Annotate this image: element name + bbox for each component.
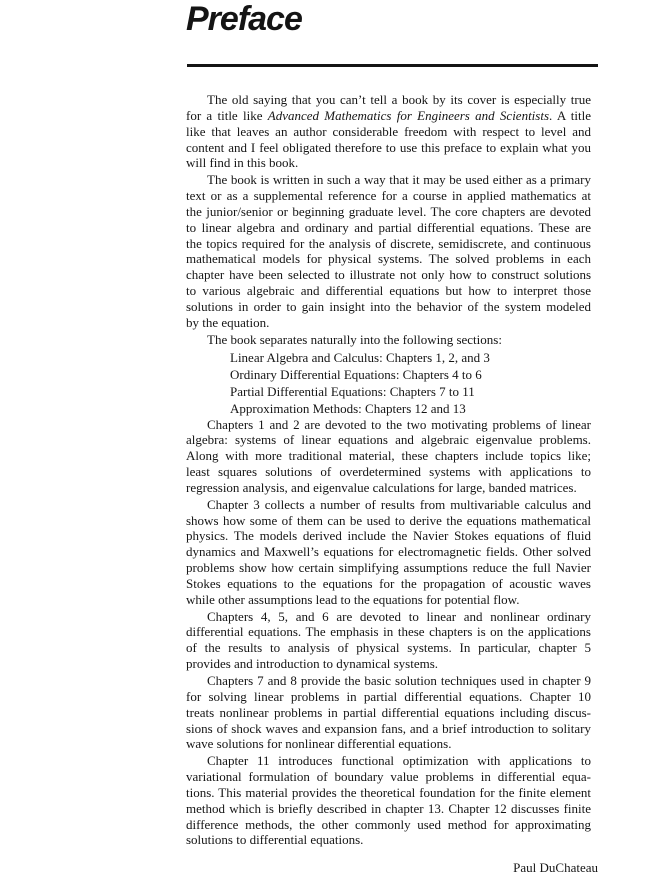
text-line: the junior/senior or beginning graduate level. The core chapters are devoted [186, 203, 591, 219]
text-line: text or as a supplemental reference for a course in applied mathematics at [186, 188, 591, 204]
paragraph [186, 673, 591, 752]
text-line: of the results to analysis of physical systems. In particular, chapter 5 [186, 640, 591, 656]
text-line: Chapters 1 and 2 are devoted to the two motivating problems of linear [207, 416, 591, 432]
page-title: Preface [186, 0, 302, 38]
text-line: treats nonlinear problems in partial differential equations including discus- [186, 704, 591, 720]
text-line: The old saying that you can’t tell a book by its cover is especially true [207, 92, 591, 107]
text-line: by the equation. [186, 314, 270, 330]
text-line: to various algebraic and differential equations but how to interpret those [186, 283, 591, 299]
text-line: solutions to differential equations. [186, 832, 364, 848]
text-line: wave solutions for nonlinear differential equations. [186, 736, 452, 752]
text-segment: for a title like [186, 107, 268, 123]
text-line: Chapter 3 collects a number of results from multivariable calculus and [207, 496, 591, 512]
text-line [186, 108, 591, 124]
text-line: for solving linear problems in partial differential equations. Chapter 10 [186, 688, 591, 704]
title-rule [187, 64, 598, 67]
text-line: shows how some of them can be used to derive the equations mathematical [186, 512, 591, 528]
paragraph [186, 92, 591, 171]
text-line: problems show how certain simplifying assumptions reduce the full Navier [186, 560, 591, 576]
paragraph [186, 497, 591, 608]
text-line: variational formulation of boundary value problems in differential equa- [186, 769, 591, 785]
text-line: dynamics and Maxwell’s equations for electromagnetic fields. Other solved [186, 544, 591, 560]
text-line: least squares solutions of overdetermined systems with applications to [186, 464, 591, 480]
paragraph [186, 172, 591, 330]
text-line: Chapter 11 introduces functional optimization with applications to [207, 753, 591, 769]
text-line: solutions in order to gain insight into the behavior of the system modeled [186, 298, 591, 314]
text-line: to linear algebra and ordinary and partial differential equations. These are [186, 219, 591, 235]
text-line: Along with more traditional material, these chapters include topics like; [186, 448, 591, 464]
text-segment: . A title [549, 107, 592, 123]
text-line: The book separates naturally into the following sections: [207, 331, 502, 347]
text-line: provides and introduction to dynamical systems. [186, 656, 439, 672]
text-line: Chapters 7 and 8 provide the basic solution techniques used in chapter 9 [207, 673, 591, 688]
section-list-item: Partial Differential Equations: Chapters 7 to 11 [230, 383, 475, 399]
text-line: the topics required for the analysis of discrete, semidiscrete, and continuous [186, 235, 591, 251]
text-line: Stokes equations to the equations for the propagation of acoustic waves [186, 575, 591, 591]
section-list-item: Linear Algebra and Calculus: Chapters 1, 2, and 3 [230, 349, 490, 365]
text-line: mathematical models for physical systems. The solved problems in each [186, 251, 591, 267]
text-line: physics. The models derived include the Navier Stokes equations of fluid [186, 528, 591, 544]
text-line: method which is briefly described in chapter 13. Chapter 12 discusses finite [186, 800, 591, 816]
text-line: content and I feel obligated therefore to use this preface to explain what you [186, 139, 591, 155]
text-line: tions. This material provides the theoretical foundation for the finite element [186, 784, 591, 800]
text-line: algebra: systems of linear equations and algebraic eigenvalue problems. [186, 432, 591, 448]
text-line: chapter have been selected to illustrate not only how to construct solutions [186, 267, 591, 283]
text-line: like that leaves an author considerable freedom with respect to level and [186, 123, 591, 139]
author-signature: Paul DuChateau [513, 860, 598, 875]
text-line: while other assumptions lead to the equations for potential flow. [186, 591, 520, 607]
paragraph [186, 609, 591, 672]
paragraph [186, 417, 591, 496]
section-list-item: Ordinary Differential Equations: Chapters 4 to 6 [230, 366, 482, 382]
text-line: Chapters 4, 5, and 6 are devoted to linear and nonlinear ordinary [207, 608, 591, 624]
sections-list [186, 349, 591, 417]
text-line: sions of shock waves and expansion fans, and a brief introduction to solitary [186, 720, 591, 736]
text-line: regression analysis, and eigenvalue calculations for large, banded matrices. [186, 479, 577, 495]
preface-body [186, 92, 591, 849]
text-line: will find in this book. [186, 155, 299, 171]
book-title-italic: Advanced Mathematics for Engineers and Scientists [267, 107, 550, 123]
paragraph [186, 753, 591, 848]
paragraph [186, 332, 591, 348]
section-list-item: Approximation Methods: Chapters 12 and 13 [230, 400, 466, 416]
text-line: The book is written in such a way that it may be used either as a primary [207, 172, 591, 188]
text-line: difference methods, the other commonly used method for approximating [186, 816, 591, 832]
text-line: differential equations. The emphasis in these chapters is on the applications [186, 624, 591, 640]
